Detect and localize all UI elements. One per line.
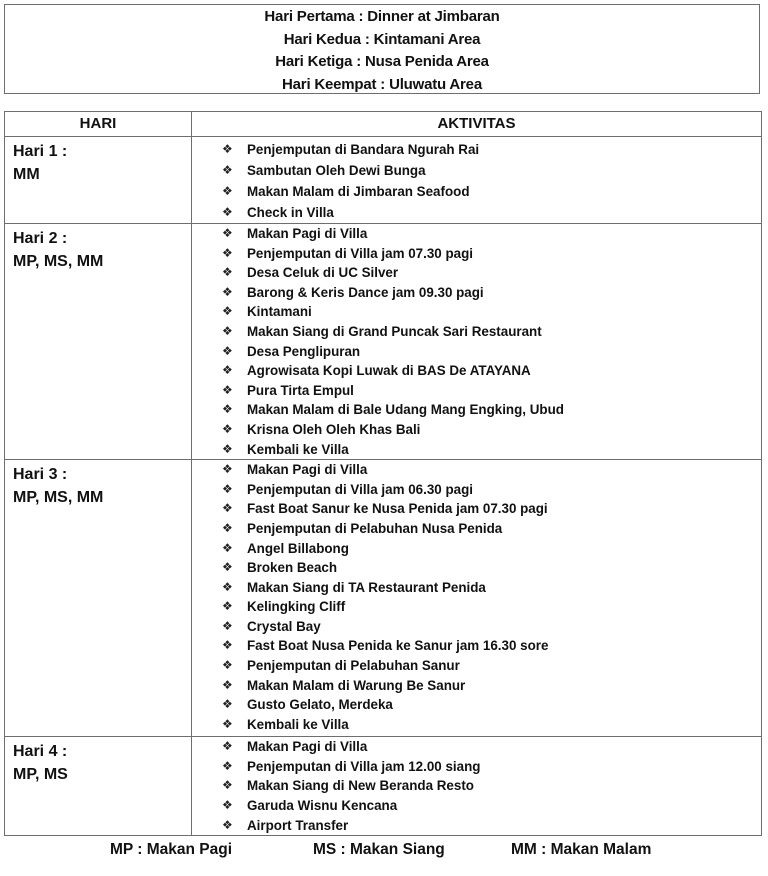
activity-text: Broken Beach xyxy=(247,560,338,576)
diamond-bullet-icon: ❖ xyxy=(222,540,233,555)
activity-text: Makan Pagi di Villa xyxy=(247,226,368,241)
diamond-bullet-icon: ❖ xyxy=(222,245,233,260)
list-item xyxy=(222,460,761,480)
activity-text: Penjemputan di Villa jam 06.30 pagi xyxy=(247,481,473,497)
list-item xyxy=(222,617,761,637)
activity-text: Fast Boat Sanur ke Nusa Penida jam 07.30 pagi xyxy=(247,501,548,517)
activity-text: Makan Pagi di Villa xyxy=(247,462,368,478)
diamond-bullet-icon: ❖ xyxy=(222,638,233,653)
table-row xyxy=(5,137,762,224)
day-cell xyxy=(5,737,192,836)
list-item xyxy=(222,695,761,715)
diamond-bullet-icon: ❖ xyxy=(222,183,233,198)
table-row xyxy=(5,737,762,836)
list-item xyxy=(222,539,761,559)
list-item xyxy=(222,283,761,303)
diamond-bullet-icon: ❖ xyxy=(222,599,233,614)
activities-cell xyxy=(192,137,762,224)
diamond-bullet-icon: ❖ xyxy=(222,363,233,378)
activity-list xyxy=(192,224,761,459)
activity-text: Krisna Oleh Oleh Khas Bali xyxy=(247,421,421,437)
list-item xyxy=(222,302,761,322)
diamond-bullet-icon: ❖ xyxy=(222,481,233,496)
diamond-bullet-icon: ❖ xyxy=(222,677,233,692)
activity-text: Check in Villa xyxy=(247,204,334,220)
list-item xyxy=(222,202,761,223)
activity-text: Makan Siang di Grand Puncak Sari Restaurant xyxy=(247,323,542,339)
activity-text: Garuda Wisnu Kencana xyxy=(247,797,398,813)
list-item xyxy=(222,796,761,816)
day-label: Hari 3 : xyxy=(13,466,68,484)
diamond-bullet-icon: ❖ xyxy=(222,402,233,417)
activity-text: Kelingking Cliff xyxy=(247,599,346,615)
list-item xyxy=(222,816,761,836)
diamond-bullet-icon: ❖ xyxy=(222,421,233,436)
diamond-bullet-icon: ❖ xyxy=(222,817,233,832)
list-item xyxy=(222,636,761,656)
activity-text: Airport Transfer xyxy=(247,817,349,833)
diamond-bullet-icon: ❖ xyxy=(222,697,233,712)
activity-text: Makan Malam di Warung Be Sanur xyxy=(247,677,466,693)
activity-text: Makan Siang di New Beranda Resto xyxy=(247,778,474,794)
list-item xyxy=(222,480,761,500)
activity-text: Desa Penglipuran xyxy=(247,343,361,359)
diamond-bullet-icon: ❖ xyxy=(222,204,233,219)
activity-text: Crystal Bay xyxy=(247,618,321,634)
list-item xyxy=(222,244,761,264)
legend-mm: MM : Makan Malam xyxy=(511,841,652,858)
header-aktivitas: AKTIVITAS xyxy=(192,112,762,137)
day-meals: MM xyxy=(13,166,40,183)
list-item xyxy=(222,558,761,578)
header-hari: HARI xyxy=(5,112,192,137)
diamond-bullet-icon: ❖ xyxy=(222,265,233,280)
day-label: Hari 4 : xyxy=(13,743,68,761)
diamond-bullet-icon: ❖ xyxy=(222,226,233,240)
activity-text: Kintamani xyxy=(247,304,312,320)
activity-text: Makan Malam di Jimbaran Seafood xyxy=(247,183,470,199)
activity-text: Makan Pagi di Villa xyxy=(247,739,368,755)
list-item xyxy=(222,224,761,244)
activity-text: Penjemputan di Bandara Ngurah Rai xyxy=(247,141,480,157)
list-item xyxy=(222,519,761,539)
activity-text: Fast Boat Nusa Penida ke Sanur jam 16.30 sore xyxy=(247,638,549,654)
list-item xyxy=(222,263,761,283)
activities-cell xyxy=(192,460,762,737)
day-meals: MP, MS xyxy=(13,766,68,784)
activity-list xyxy=(192,737,761,835)
diamond-bullet-icon: ❖ xyxy=(222,778,233,793)
activity-text: Penjemputan di Villa jam 12.00 siang xyxy=(247,758,481,774)
list-item xyxy=(222,400,761,420)
diamond-bullet-icon: ❖ xyxy=(222,304,233,319)
list-item xyxy=(222,776,761,796)
activity-text: Gusto Gelato, Merdeka xyxy=(247,697,393,713)
activity-text: Desa Celuk di UC Silver xyxy=(247,265,399,281)
diamond-bullet-icon: ❖ xyxy=(222,520,233,535)
diamond-bullet-icon: ❖ xyxy=(222,323,233,338)
activities-cell xyxy=(192,224,762,460)
activity-list xyxy=(192,139,761,223)
activity-text: Sambutan Oleh Dewi Bunga xyxy=(247,162,426,178)
day-cell xyxy=(5,224,192,460)
activity-text: Makan Malam di Bale Udang Mang Engking, Ubud xyxy=(247,402,564,418)
activity-text: Kembali ke Villa xyxy=(247,441,349,457)
list-item xyxy=(222,181,761,202)
diamond-bullet-icon: ❖ xyxy=(222,739,233,754)
diamond-bullet-icon: ❖ xyxy=(222,658,233,673)
day-label: Hari 1 : xyxy=(13,143,68,160)
list-item xyxy=(222,499,761,519)
diamond-bullet-icon: ❖ xyxy=(222,343,233,358)
day-meals: MP, MS, MM xyxy=(13,253,104,270)
diamond-bullet-icon: ❖ xyxy=(222,382,233,397)
list-item xyxy=(222,757,761,777)
diamond-bullet-icon: ❖ xyxy=(222,618,233,633)
activity-text: Kembali ke Villa xyxy=(247,716,349,732)
activity-text: Barong & Keris Dance jam 09.30 pagi xyxy=(247,284,484,300)
table-row xyxy=(5,224,762,460)
day-label: Hari 2 : xyxy=(13,230,68,247)
table-header-row xyxy=(5,112,762,137)
diamond-bullet-icon: ❖ xyxy=(222,716,233,731)
diamond-bullet-icon: ❖ xyxy=(222,284,233,299)
list-item xyxy=(222,656,761,676)
summary-day-2: Hari Kedua : Kintamani Area xyxy=(283,30,481,48)
summary-day-4: Hari Keempat : Uluwatu Area xyxy=(282,75,482,93)
list-item xyxy=(222,597,761,617)
list-item xyxy=(222,737,761,757)
activity-text: Angel Billabong xyxy=(247,540,349,556)
list-item xyxy=(222,361,761,381)
diamond-bullet-icon: ❖ xyxy=(222,141,233,156)
activity-text: Agrowisata Kopi Luwak di BAS De ATAYANA xyxy=(247,363,531,379)
diamond-bullet-icon: ❖ xyxy=(222,462,233,477)
activity-text: Penjemputan di Villa jam 07.30 pagi xyxy=(247,245,473,261)
diamond-bullet-icon: ❖ xyxy=(222,579,233,594)
activity-text: Makan Siang di TA Restaurant Penida xyxy=(247,579,486,595)
activities-cell xyxy=(192,737,762,836)
legend-ms: MS : Makan Siang xyxy=(313,841,445,858)
itinerary-table xyxy=(4,111,762,836)
activity-list xyxy=(192,460,761,734)
activity-text: Pura Tirta Empul xyxy=(247,382,354,398)
diamond-bullet-icon: ❖ xyxy=(222,441,233,456)
table-row xyxy=(5,460,762,737)
diamond-bullet-icon: ❖ xyxy=(222,560,233,575)
list-item xyxy=(222,322,761,342)
diamond-bullet-icon: ❖ xyxy=(222,797,233,812)
diamond-bullet-icon: ❖ xyxy=(222,501,233,516)
activity-text: Penjemputan di Pelabuhan Sanur xyxy=(247,658,460,674)
list-item xyxy=(222,342,761,362)
legend-mp: MP : Makan Pagi xyxy=(110,841,233,858)
list-item xyxy=(222,160,761,181)
list-item xyxy=(222,440,761,460)
list-item xyxy=(222,381,761,401)
list-item xyxy=(222,676,761,696)
list-item xyxy=(222,715,761,735)
meal-legend xyxy=(0,838,768,862)
activity-text: Penjemputan di Pelabuhan Nusa Penida xyxy=(247,520,503,536)
list-item xyxy=(222,139,761,160)
day-cell xyxy=(5,137,192,224)
diamond-bullet-icon: ❖ xyxy=(222,162,233,177)
summary-day-3: Hari Ketiga : Nusa Penida Area xyxy=(275,53,489,70)
list-item xyxy=(222,578,761,598)
day-meals: MP, MS, MM xyxy=(13,489,104,507)
list-item xyxy=(222,420,761,440)
summary-day-1: Hari Pertama : Dinner at Jimbaran xyxy=(264,8,500,25)
diamond-bullet-icon: ❖ xyxy=(222,758,233,773)
itinerary-summary xyxy=(4,4,760,94)
day-cell xyxy=(5,460,192,737)
